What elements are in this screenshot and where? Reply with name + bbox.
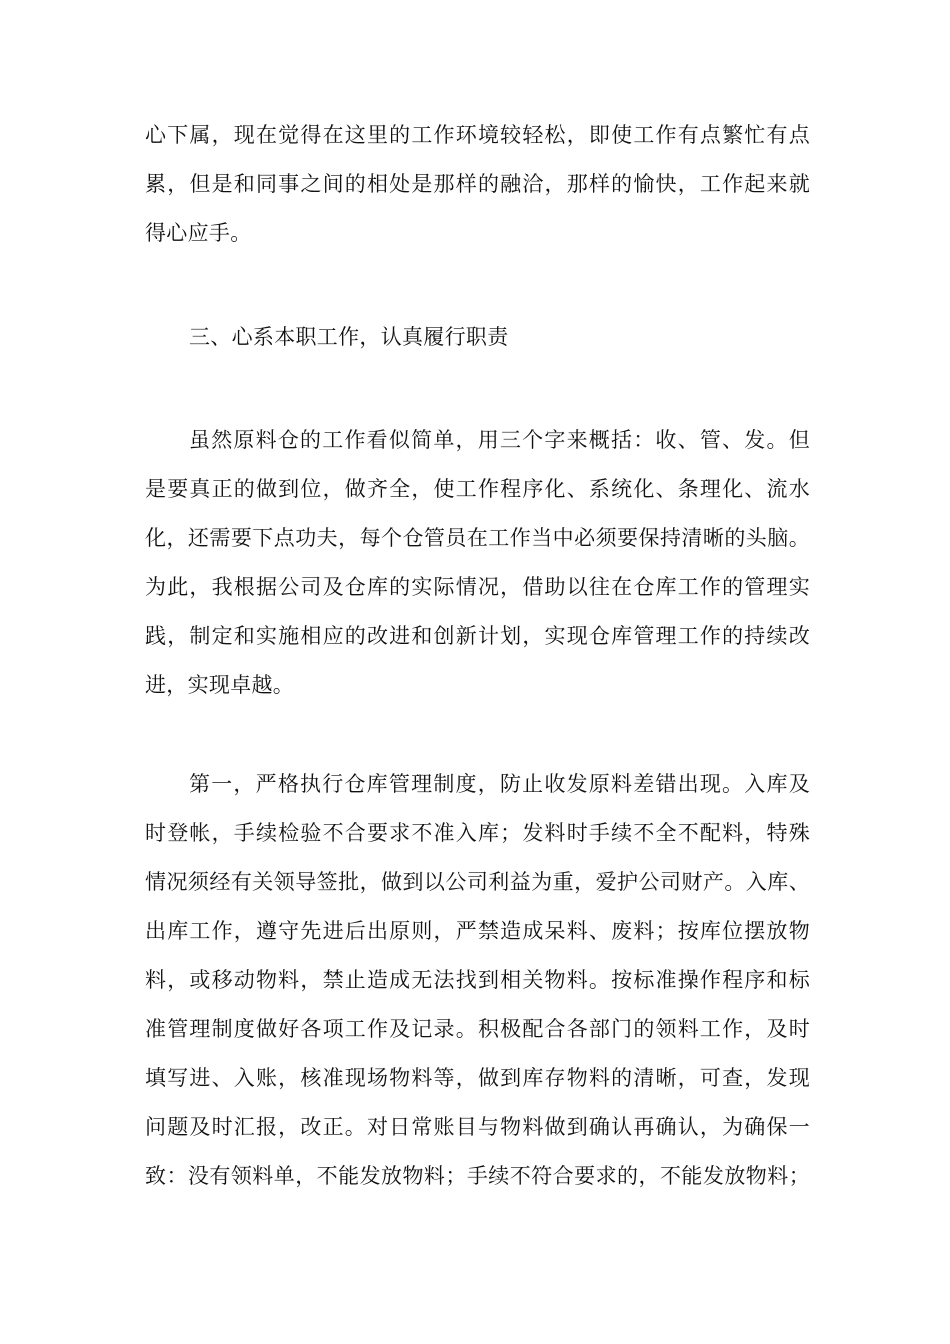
paragraph-line: 心下属，现在觉得在这里的工作环境较轻松，即使工作有点繁忙有点 [145,123,810,147]
section-heading [145,313,810,362]
paragraph-line: 致：没有领料单，不能发放物料；手续不符合要求的，不能发放物料； [145,1164,810,1188]
paragraph-line: 得心应手。 [145,221,252,245]
paragraph-line: 是要真正的做到位，做齐全，使工作程序化、系统化、条理化、流水 [145,477,810,501]
paragraph-line: 进，实现卓越。 [145,673,295,697]
paragraph-line: 料，或移动物料，禁止造成无法找到相关物料。按标准操作程序和标 [145,968,810,992]
paragraph-line: 累，但是和同事之间的相处是那样的融洽，那样的愉快，工作起来就 [145,172,810,196]
paragraph-line: 践，制定和实施相应的改进和创新计划，实现仓库管理工作的持续改 [145,624,810,648]
paragraph [145,416,810,710]
paragraph [145,760,810,1201]
paragraph-line: 时登帐，手续检验不合要求不准入库；发料时手续不全不配料，特殊 [145,821,810,845]
paragraph-line: 虽然原料仓的工作看似简单，用三个字来概括：收、管、发。但 [189,428,810,452]
paragraph-line: 化，还需要下点功夫，每个仓管员在工作当中必须要保持清晰的头脑。 [145,526,810,550]
paragraph-line: 出库工作，遵守先进后出原则，严禁造成呆料、废料；按库位摆放物 [145,919,810,943]
paragraph-line: 第一，严格执行仓库管理制度，防止收发原料差错出现。入库及 [189,772,810,796]
paragraph-continuation [145,111,810,258]
section-heading-text: 三、心系本职工作，认真履行职责 [189,325,509,349]
paragraph-line: 问题及时汇报，改正。对日常账目与物料做到确认再确认，为确保一 [145,1115,810,1139]
paragraph-line: 为此，我根据公司及仓库的实际情况，借助以往在仓库工作的管理实 [145,575,810,599]
paragraph-line: 填写进、入账，核准现场物料等，做到库存物料的清晰，可查，发现 [145,1066,810,1090]
paragraph-line: 情况须经有关领导签批，做到以公司利益为重，爱护公司财产。入库、 [145,870,810,894]
paragraph-line: 准管理制度做好各项工作及记录。积极配合各部门的领料工作，及时 [145,1017,810,1041]
